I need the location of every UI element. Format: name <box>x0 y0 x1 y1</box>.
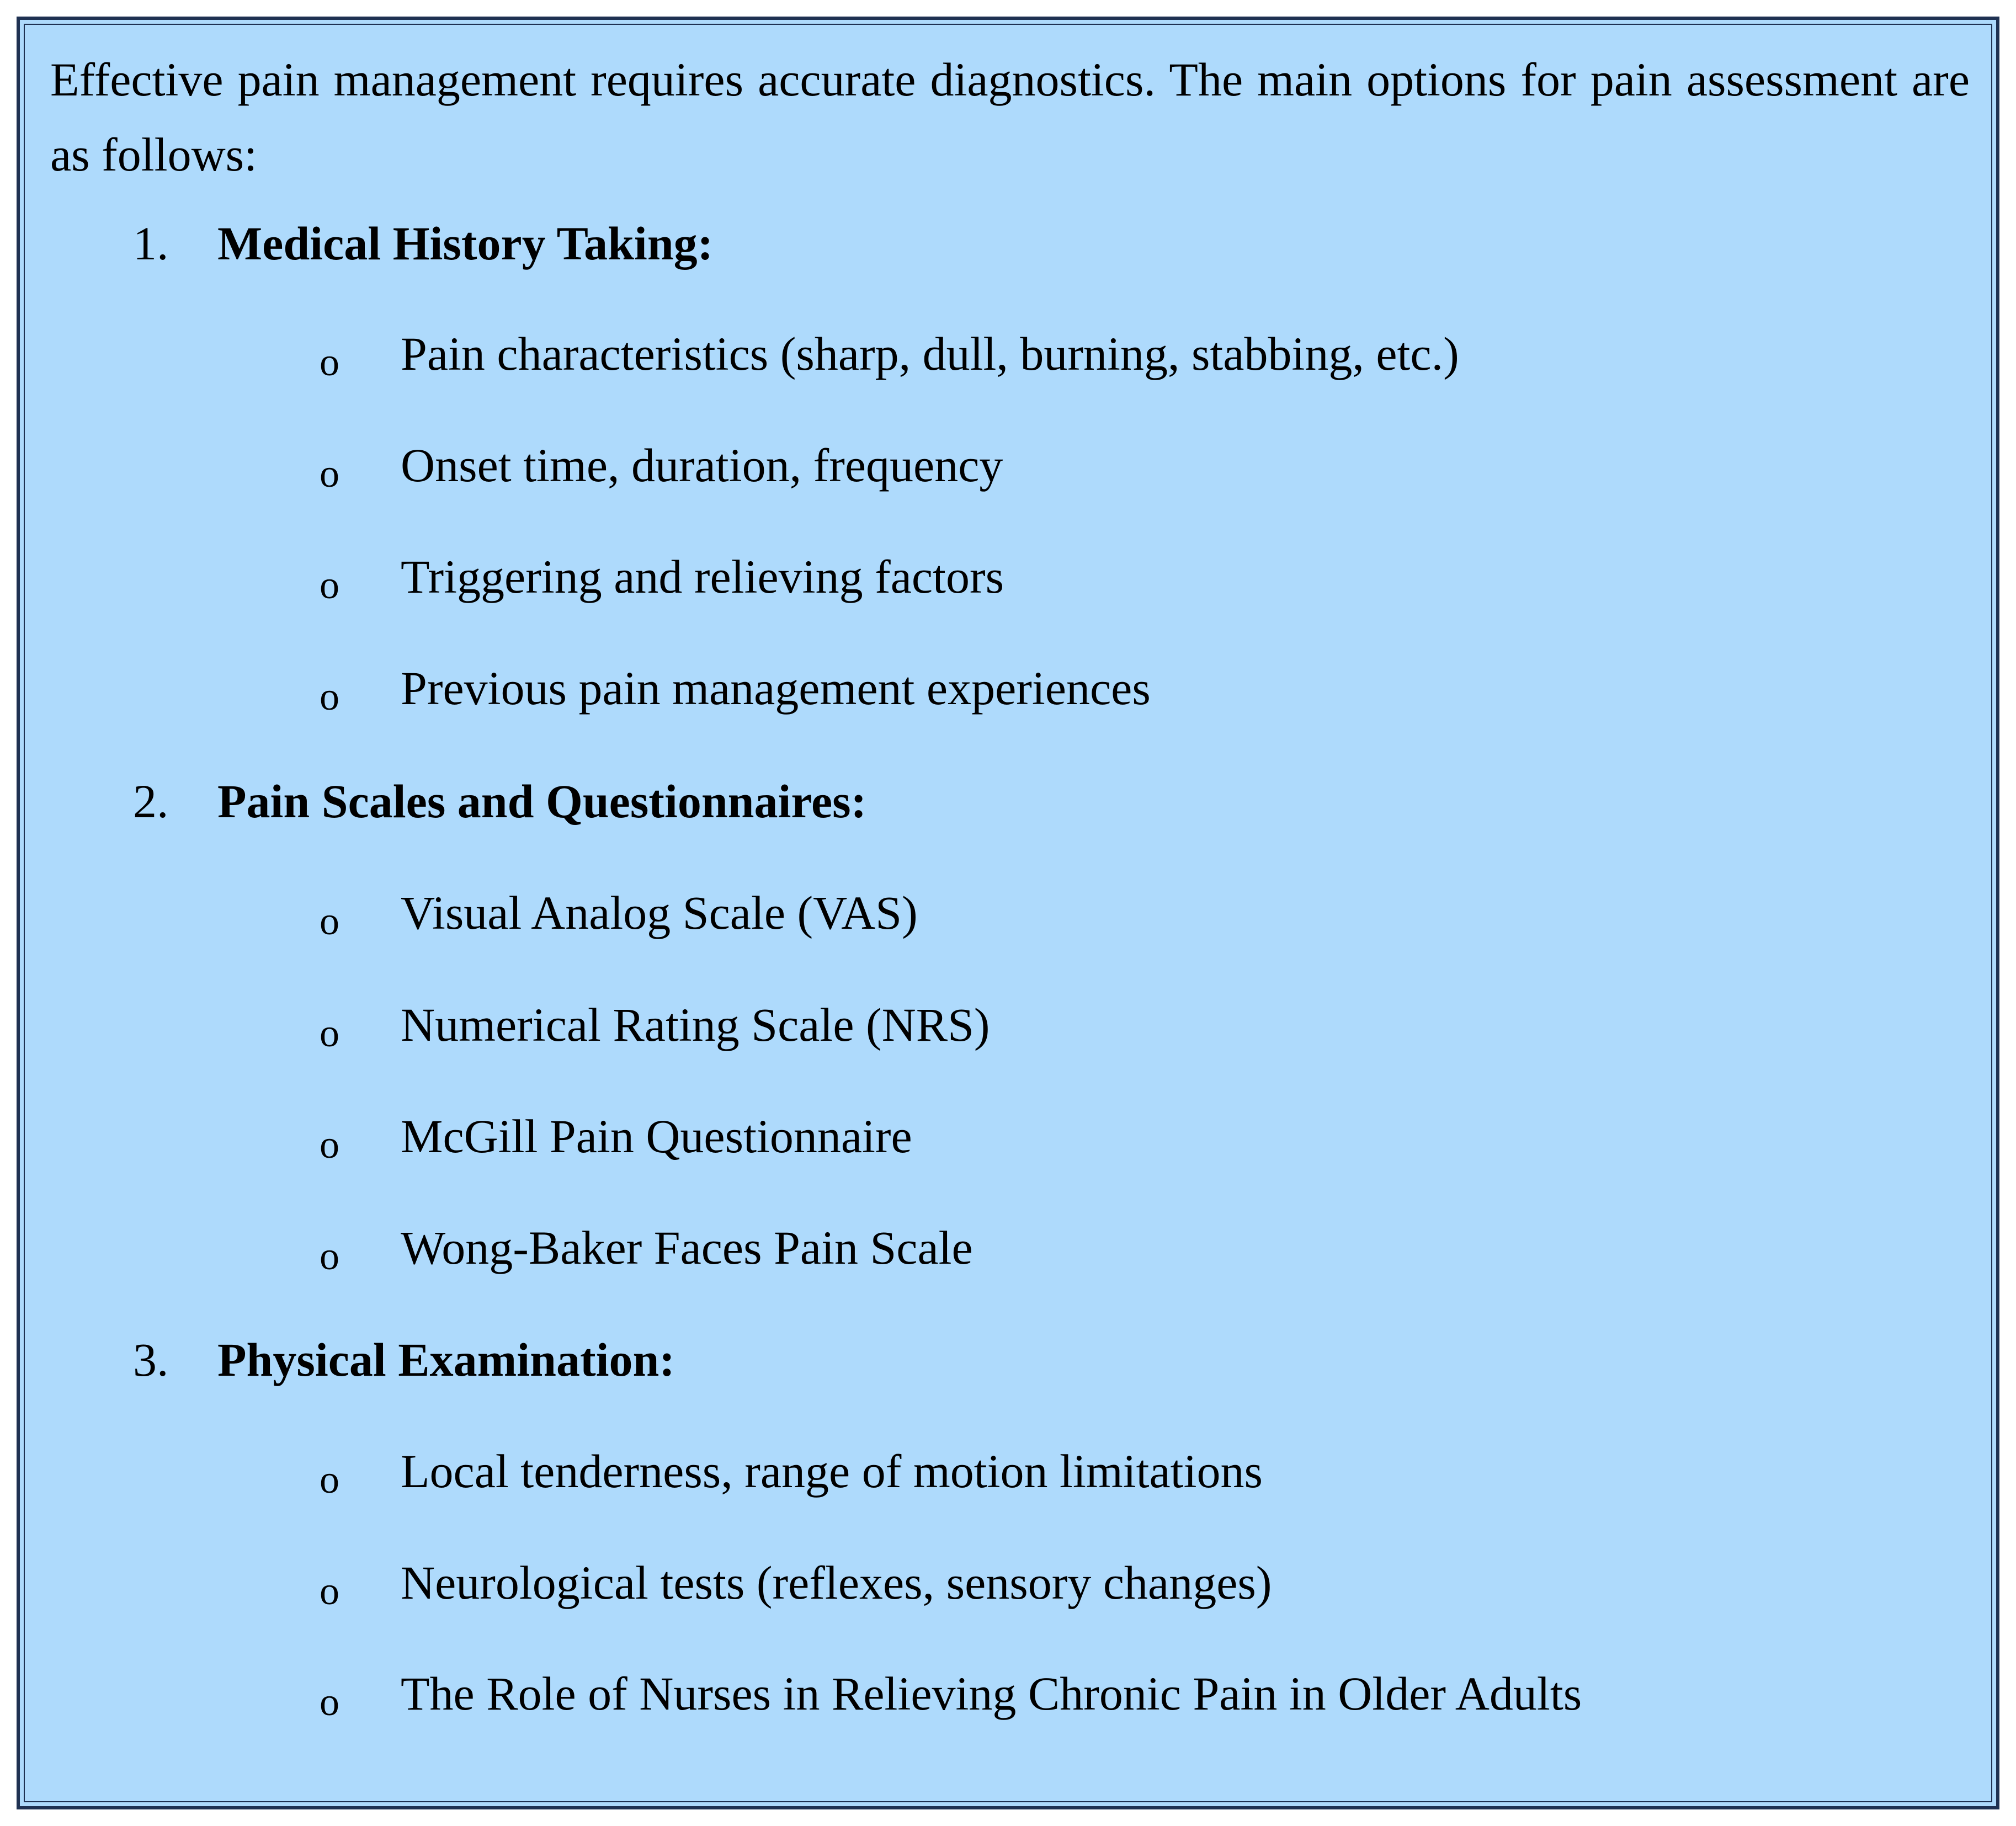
list-item <box>299 1220 973 1278</box>
list-item-text: Neurological tests (reflexes, sensory changes) <box>401 1556 1272 1609</box>
list-item <box>299 1555 1272 1613</box>
section-title: Physical Examination: <box>217 1333 675 1386</box>
bullet-marker-icon: o <box>320 1234 339 1278</box>
bullet-marker-icon: o <box>320 1457 339 1502</box>
bullet-marker-icon: o <box>320 1122 339 1167</box>
list-item <box>299 885 918 943</box>
bullet-marker-icon: o <box>320 899 339 943</box>
list-item-text: The Role of Nurses in Relieving Chronic Pain in Older Adults <box>401 1667 1582 1720</box>
list-item-text: Numerical Rating Scale (NRS) <box>401 998 990 1051</box>
list-item-text: Previous pain management experiences <box>401 662 1151 715</box>
section-heading-pain-scales <box>133 774 866 829</box>
list-item-text: McGill Pain Questionnaire <box>401 1110 912 1163</box>
list-item-text: Visual Analog Scale (VAS) <box>401 886 918 939</box>
list-item-text: Onset time, duration, frequency <box>401 439 1003 492</box>
list-item <box>299 661 1151 718</box>
list-item <box>299 1444 1263 1502</box>
section-number: 1. <box>133 217 169 270</box>
section-number: 2. <box>133 775 169 828</box>
list-item-text: Triggering and relieving factors <box>401 550 1004 603</box>
bullet-marker-icon: o <box>320 340 339 384</box>
list-item <box>299 326 1459 384</box>
section-title: Medical History Taking: <box>217 217 714 270</box>
section-title: Pain Scales and Questionnaires: <box>217 775 867 828</box>
list-item <box>299 997 990 1055</box>
bullet-marker-icon: o <box>320 1011 339 1055</box>
list-item-text: Wong-Baker Faces Pain Scale <box>401 1221 973 1274</box>
list-item <box>299 1666 1582 1724</box>
list-item <box>299 1109 912 1167</box>
list-item-text: Pain characteristics (sharp, dull, burning, stabbing, etc.) <box>401 327 1459 380</box>
bullet-marker-icon: o <box>320 451 339 496</box>
bullet-marker-icon: o <box>320 1680 339 1724</box>
section-number: 3. <box>133 1333 169 1386</box>
bullet-marker-icon: o <box>320 563 339 607</box>
list-item-text: Local tenderness, range of motion limitations <box>401 1445 1263 1498</box>
intro-paragraph: Effective pain management requires accurate diagnostics. The main options for pain assessment are as follows: <box>50 53 1970 181</box>
section-heading-medical-history <box>133 216 713 271</box>
list-item <box>299 438 1003 496</box>
bullet-marker-icon: o <box>320 1569 339 1613</box>
list-item <box>299 549 1004 607</box>
text-box <box>17 17 1999 1809</box>
section-heading-physical-exam <box>133 1332 675 1387</box>
bullet-marker-icon: o <box>320 674 339 718</box>
